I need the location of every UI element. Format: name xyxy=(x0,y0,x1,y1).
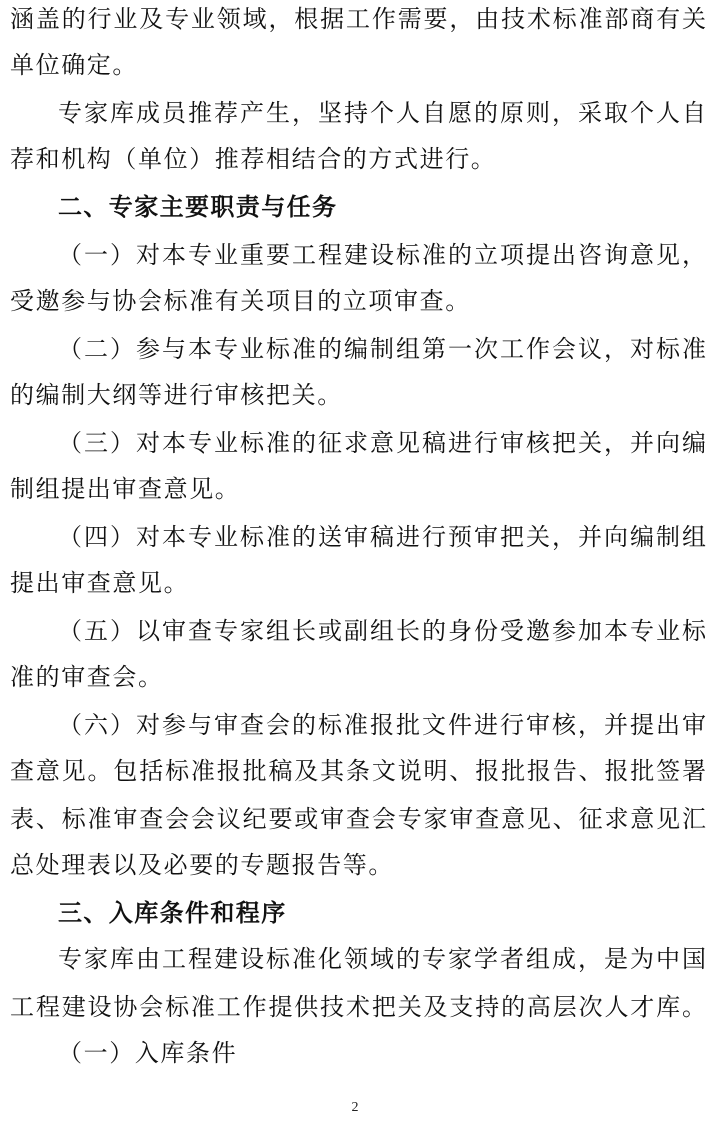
paragraph-line: （四）对本专业标准的送审稿进行预审把关，并向编制组 xyxy=(58,523,706,551)
paragraph-line: 专家库成员推荐产生，坚持个人自愿的原则，采取个人自 xyxy=(58,99,706,127)
paragraph-line: 提出审查意见。 xyxy=(10,569,190,597)
paragraph-line: （六）对参与审查会的标准报批文件进行审核，并提出审 xyxy=(58,711,706,739)
page-number: 2 xyxy=(351,1100,359,1115)
section-heading: 二、专家主要职责与任务 xyxy=(58,193,338,221)
paragraph-line: 准的审查会。 xyxy=(10,663,164,691)
paragraph-line: 受邀参与协会标准有关项目的立项审查。 xyxy=(10,287,471,315)
paragraph-line: 单位确定。 xyxy=(10,51,138,79)
paragraph-line: 表、标准审查会会议纪要或审查会专家审查意见、征求意见汇 xyxy=(10,805,706,833)
paragraph-line: 查意见。包括标准报批稿及其条文说明、报批报告、报批签署 xyxy=(10,757,706,785)
paragraph-line: 专家库由工程建设标准化领域的专家学者组成，是为中国 xyxy=(58,945,706,973)
section-heading: 三、入库条件和程序 xyxy=(58,899,287,927)
subsection-heading: （一）入库条件 xyxy=(58,1039,238,1067)
paragraph-line: 荐和机构（单位）推荐相结合的方式进行。 xyxy=(10,145,497,173)
paragraph-line: （二）参与本专业标准的编制组第一次工作会议，对标准 xyxy=(58,335,706,363)
paragraph-line: （一）对本专业重要工程建设标准的立项提出咨询意见， xyxy=(58,241,706,269)
paragraph-line: 工程建设协会标准工作提供技术把关及支持的高层次人才库。 xyxy=(10,993,706,1021)
paragraph-line: 的编制大纲等进行审核把关。 xyxy=(10,381,343,409)
paragraph-line: （三）对本专业标准的征求意见稿进行审核把关，并向编 xyxy=(58,429,706,457)
paragraph-line: 总处理表以及必要的专题报告等。 xyxy=(10,851,394,879)
paragraph-line: 制组提出审查意见。 xyxy=(10,475,241,503)
paragraph-line: （五）以审查专家组长或副组长的身份受邀参加本专业标 xyxy=(58,617,706,645)
paragraph-line: 涵盖的行业及专业领域，根据工作需要，由技术标准部商有关 xyxy=(10,5,706,33)
